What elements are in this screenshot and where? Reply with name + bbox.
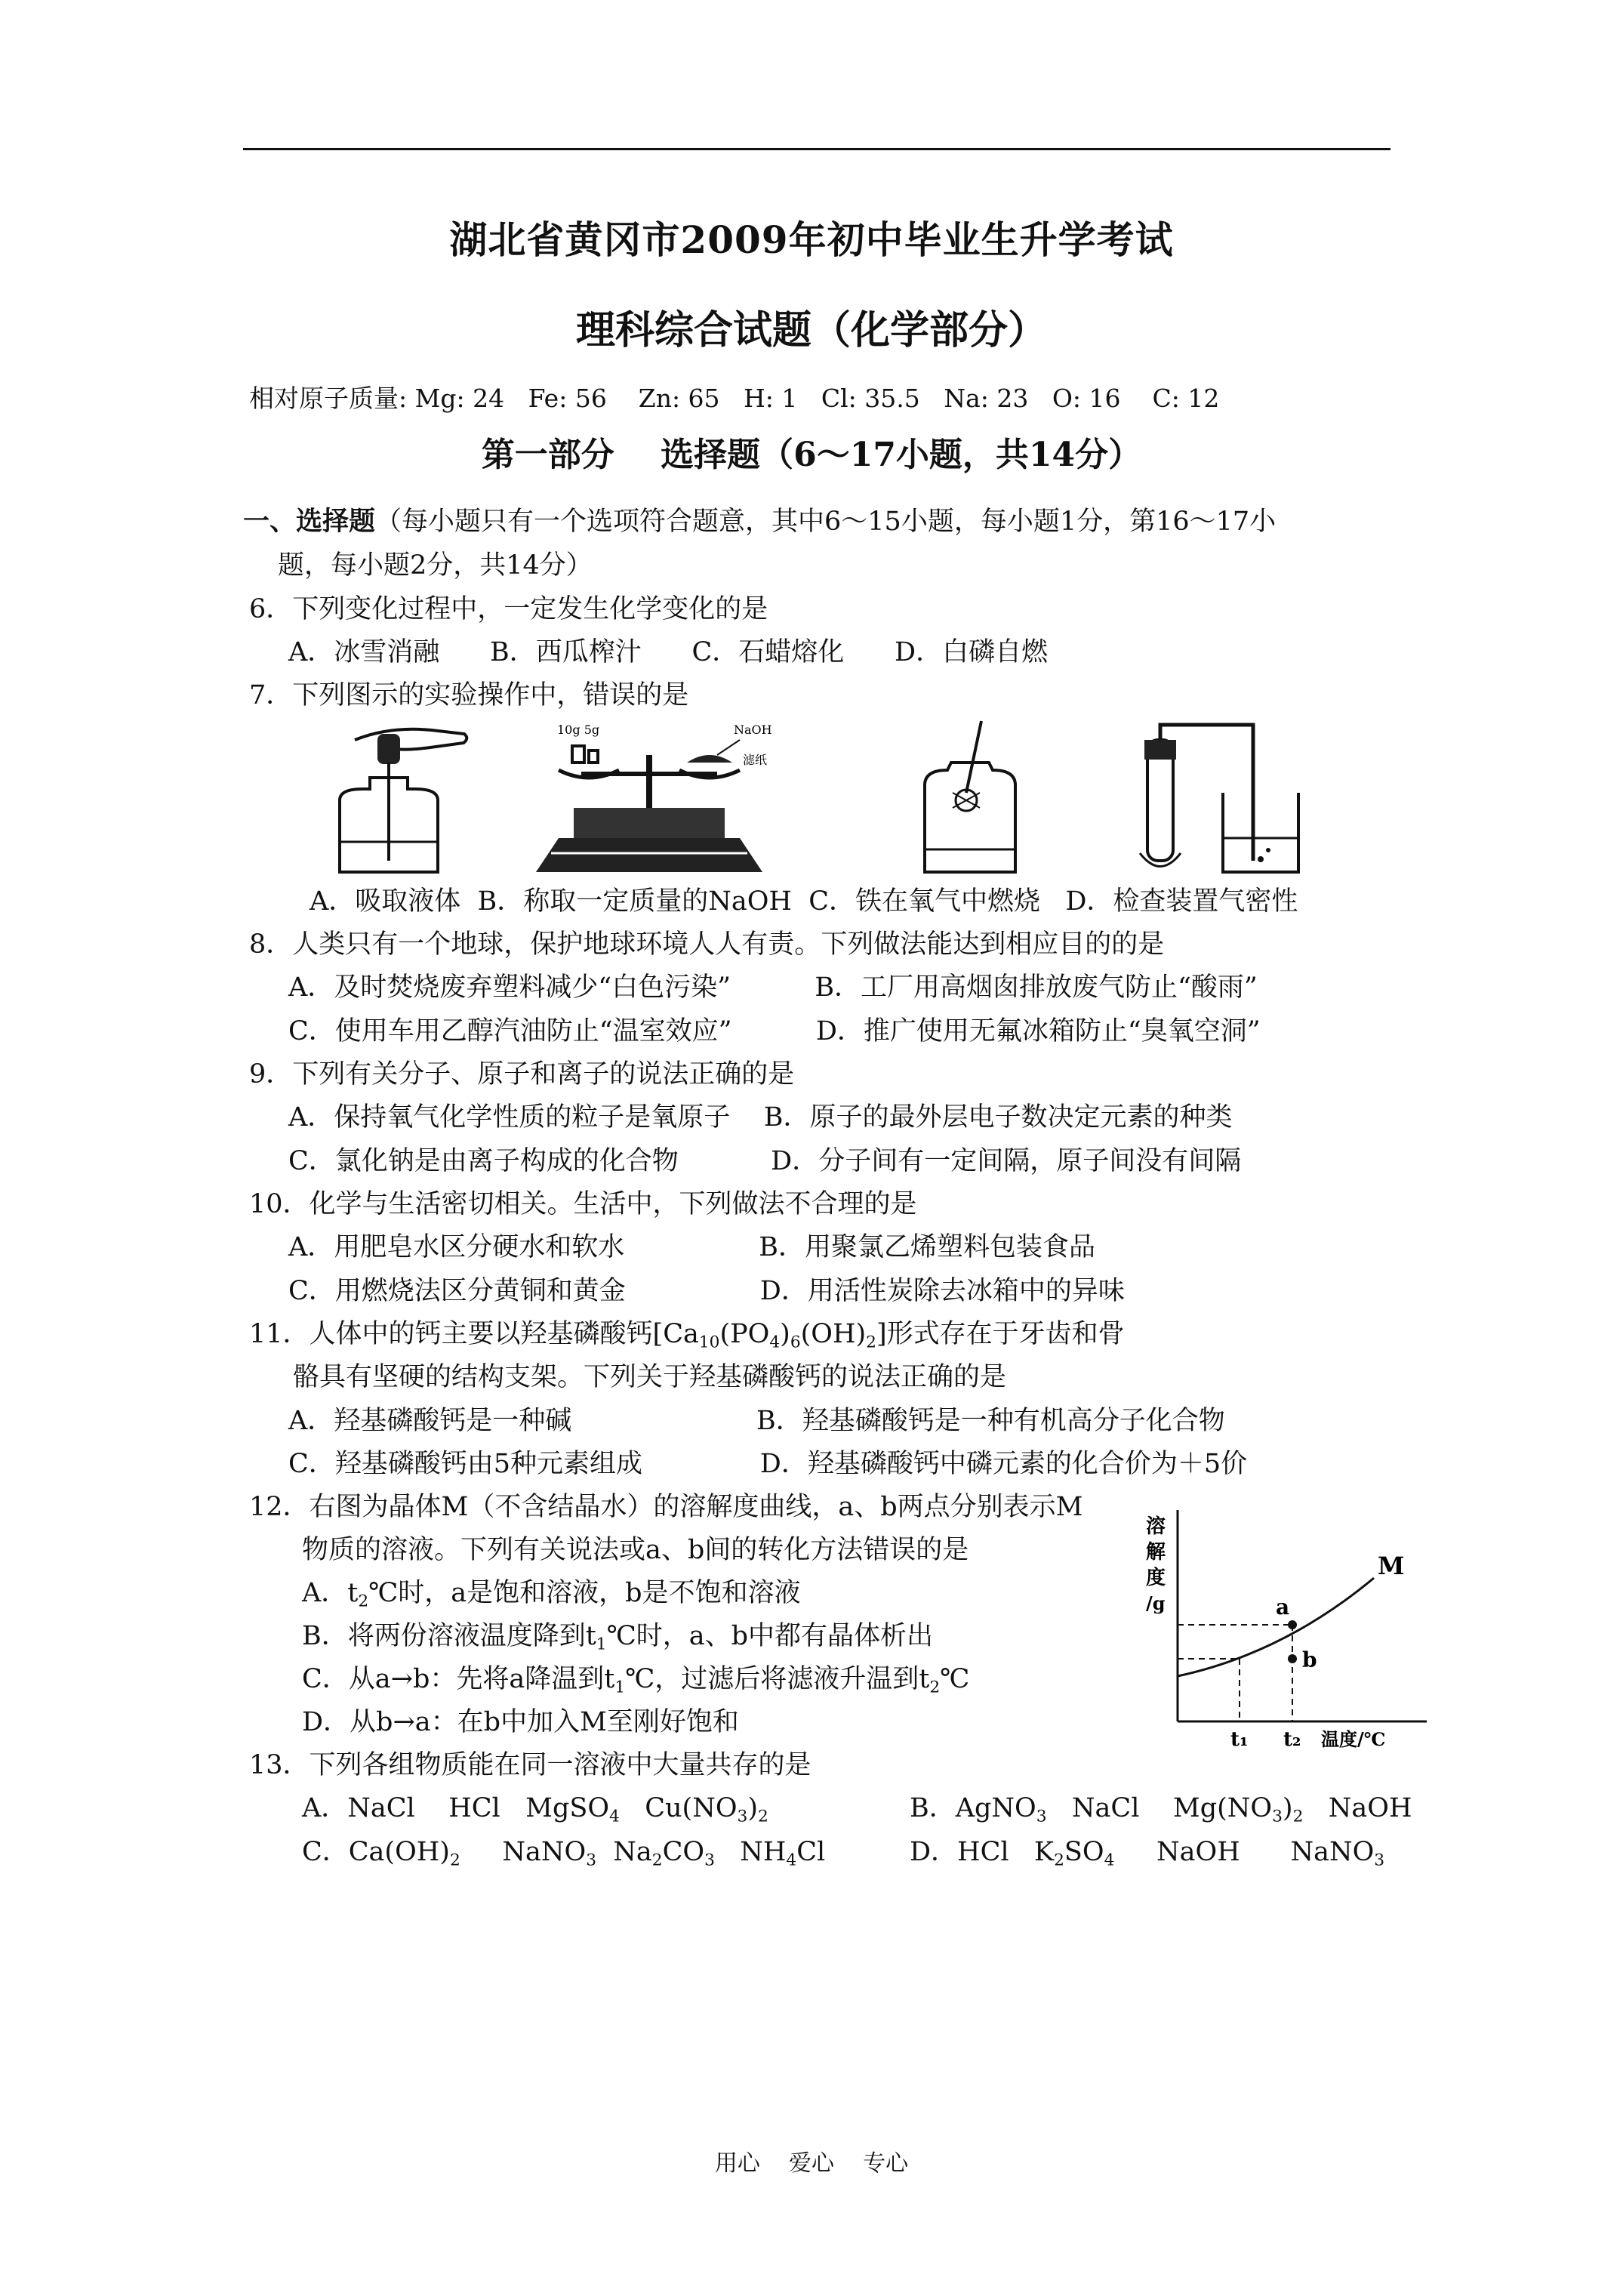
q13-d-2: SO	[1064, 1837, 1104, 1867]
q13-a-s1: 4	[609, 1807, 620, 1826]
q13-d-s1: 2	[1054, 1851, 1064, 1870]
q8-options-ab: A．及时焚烧废弃塑料减少“白色污染” B．工厂用高烟囱排放废气防止“酸雨”	[288, 972, 1258, 1003]
q13-b-2: NaCl Mg(NO	[1046, 1793, 1273, 1823]
q11-stem-b: (PO	[719, 1319, 770, 1349]
ylabel-char-3: 度	[1146, 1567, 1166, 1589]
q12-a-part2: ℃时，a是饱和溶液，b是不饱和溶液	[368, 1578, 801, 1608]
q11-stem-d: (OH)	[800, 1319, 867, 1349]
q13-d-s2: 4	[1104, 1851, 1115, 1870]
q11-stem-2: 骼具有坚硬的结构支架。下列关于羟基磷酸钙的说法正确的是	[293, 1362, 1007, 1392]
solubility-curve-figure	[1132, 1502, 1434, 1752]
q12-c-sub2: 2	[929, 1678, 941, 1697]
atomic-masses: 相对原子质量: Mg: 24 Fe: 56 Zn: 65 H: 1 Cl: 35.5 Na: 23 O: 16 C: 12	[249, 384, 1220, 413]
q13-a-3: )	[747, 1793, 758, 1823]
q12-option-c	[302, 1663, 969, 1695]
q13-a-2: Cu(NO	[619, 1793, 738, 1823]
q12-c-part1: C．从a→b：先将a降温到t	[302, 1664, 615, 1694]
q11-stem	[249, 1318, 1125, 1350]
exam-subtitle: 理科综合试题（化学部分）	[575, 307, 1047, 353]
solubility-curve	[1178, 1578, 1374, 1676]
q13-d-1: D．HCl K	[910, 1837, 1055, 1867]
q12-c-part3: ℃	[940, 1664, 970, 1694]
section-note-2: 题，每小题2分，共14分）	[278, 550, 593, 581]
q11-stem-c: )	[780, 1319, 790, 1349]
q13-b-s2: 3	[1272, 1807, 1283, 1826]
ylabel-char-1: 溶	[1146, 1515, 1166, 1538]
tick-t2: t₂	[1283, 1728, 1301, 1751]
q11-sub-2: 2	[866, 1333, 876, 1352]
dropper-bottle-figure	[325, 717, 476, 880]
q11-sub-6: 6	[790, 1333, 801, 1352]
q13-c-2: NaNO	[460, 1837, 587, 1867]
q12-option-a	[302, 1577, 801, 1609]
q8-stem: 8．人类只有一个地球，保护地球环境人人有责。下列做法能达到相应目的的是	[249, 929, 1165, 960]
q12-option-d: D．从b→a：在b中加入M至刚好饱和	[302, 1707, 739, 1737]
section-instructions	[243, 506, 1276, 538]
q10-stem: 10．化学与生活密切相关。生活中，下列做法不合理的是	[249, 1189, 917, 1219]
airtightness-figure	[1125, 717, 1321, 880]
q12-b-part1: B．将两份溶液温度降到t	[302, 1621, 596, 1651]
q9-options-ab: A．保持氧气化学性质的粒子是氧原子 B．原子的最外层电子数决定元素的种类	[288, 1102, 1233, 1133]
xlabel: 温度/℃	[1321, 1728, 1386, 1750]
q13-option-c	[302, 1836, 825, 1868]
q13-d-s3: 3	[1374, 1851, 1385, 1870]
q13-c-1: C．Ca(OH)	[302, 1837, 450, 1867]
q10-options-ab: A．用肥皂水区分硬水和软水 B．用聚氯乙烯塑料包装食品	[288, 1232, 1096, 1262]
section-label: 一、选择题	[243, 506, 376, 537]
q13-c-s3: 2	[651, 1851, 663, 1870]
section-note-1: （每小题只有一个选项符合题意，其中6～15小题，每小题1分，第16～17小	[375, 507, 1277, 537]
ylabel-unit: /g	[1146, 1592, 1166, 1614]
q13-c-5: NH	[714, 1837, 787, 1867]
q11-options-cd: C．羟基磷酸钙由5种元素组成 D．羟基磷酸钙中磷元素的化合价为＋5价	[288, 1449, 1248, 1479]
q13-c-3: Na	[596, 1837, 652, 1867]
exam-title: 湖北省黄冈市2009年初中毕业生升学考试	[449, 217, 1174, 262]
q7-stem: 7．下列图示的实验操作中，错误的是	[249, 680, 689, 710]
q13-a-1: A．NaCl HCl MgSO	[302, 1793, 610, 1823]
q6-stem: 6．下列变化过程中，一定发生化学变化的是	[249, 594, 768, 624]
q12-b-part2: ℃时，a、b中都有晶体析出	[606, 1621, 934, 1651]
q13-b-1: B．AgNO	[910, 1793, 1036, 1823]
q13-option-a	[302, 1792, 768, 1824]
tick-t1: t₁	[1230, 1728, 1249, 1751]
q9-options-cd: C．氯化钠是由离子构成的化合物 D．分子间有一定间隔，原子间没有间隔	[288, 1146, 1242, 1176]
q11-sub-10: 10	[698, 1333, 720, 1352]
q13-c-s1: 2	[449, 1851, 460, 1870]
q13-b-s3: 2	[1292, 1807, 1304, 1826]
q12-option-b	[302, 1620, 933, 1652]
q13-b-s1: 3	[1036, 1807, 1047, 1826]
q11-options-ab: A．羟基磷酸钙是一种碱 B．羟基磷酸钙是一种有机高分子化合物	[288, 1406, 1225, 1436]
q13-c-4: CO	[662, 1837, 705, 1867]
q13-b-4: NaOH	[1303, 1793, 1412, 1823]
q6-options: A．冰雪消融 B．西瓜榨汁 C．石蜡熔化 D．白磷自燃	[288, 637, 1049, 667]
iron-burning-figure	[906, 717, 1034, 880]
q13-b-3: )	[1282, 1793, 1293, 1823]
top-rule	[243, 148, 1390, 150]
q13-stem: 13．下列各组物质能在同一溶液中大量共存的是	[249, 1750, 812, 1780]
q13-d-3: NaOH NaNO	[1114, 1837, 1375, 1867]
q9-stem: 9．下列有关分子、原子和离子的说法正确的是	[249, 1059, 795, 1089]
curve-label-m: M	[1378, 1552, 1405, 1580]
q12-c-part2: ℃，过滤后将滤液升温到t	[625, 1664, 930, 1694]
point-a-label: a	[1276, 1595, 1290, 1620]
q13-c-s5: 4	[786, 1851, 797, 1870]
q12-a-part1: A．t	[302, 1578, 359, 1608]
point-b-label: b	[1302, 1647, 1317, 1672]
q11-sub-4: 4	[769, 1333, 781, 1352]
q13-a-s2: 3	[737, 1807, 748, 1826]
part-one-heading: 第一部分 选择题（6～17小题，共14分）	[481, 436, 1142, 474]
balance-weights-label: 10g 5g	[557, 723, 600, 737]
q12-b-sub: 1	[596, 1635, 607, 1654]
q12-c-sub: 1	[614, 1678, 626, 1697]
page-footer: 用心 爱心 专心	[714, 2150, 909, 2177]
q13-c-s2: 3	[586, 1851, 597, 1870]
balance-paper-label: 滤纸	[743, 753, 768, 767]
balance-naoh-label: NaOH	[734, 723, 772, 737]
q13-c-6: Cl	[796, 1837, 826, 1867]
q7-options: A．吸取液体 B．称取一定质量的NaOH C．铁在氧气中燃烧 D．检查装置气密性	[310, 886, 1298, 917]
q7-figures	[325, 717, 1419, 880]
q12-stem-1: 12．右图为晶体M（不含结晶水）的溶解度曲线，a、b两点分别表示M	[249, 1492, 1083, 1522]
q13-option-b	[910, 1792, 1412, 1824]
q11-stem-a: 11．人体中的钙主要以羟基磷酸钙[Ca	[249, 1319, 699, 1349]
q13-c-s4: 3	[704, 1851, 715, 1870]
q8-options-cd: C．使用车用乙醇汽油防止“温室效应” D．推广使用无氟冰箱防止“臭氧空洞”	[288, 1016, 1261, 1046]
q13-option-d	[910, 1836, 1384, 1868]
q12-a-sub: 2	[358, 1592, 369, 1611]
point-a	[1288, 1620, 1297, 1629]
ylabel-char-2: 解	[1146, 1541, 1166, 1564]
q12-stem-2: 物质的溶液。下列有关说法或a、b间的转化方法错误的是	[302, 1535, 969, 1565]
balance-figure	[513, 717, 785, 880]
q13-a-s3: 2	[757, 1807, 768, 1826]
q11-stem-e: ]形式存在于牙齿和骨	[876, 1319, 1125, 1349]
q10-options-cd: C．用燃烧法区分黄铜和黄金 D．用活性炭除去冰箱中的异味	[288, 1276, 1125, 1306]
point-b	[1288, 1654, 1297, 1663]
